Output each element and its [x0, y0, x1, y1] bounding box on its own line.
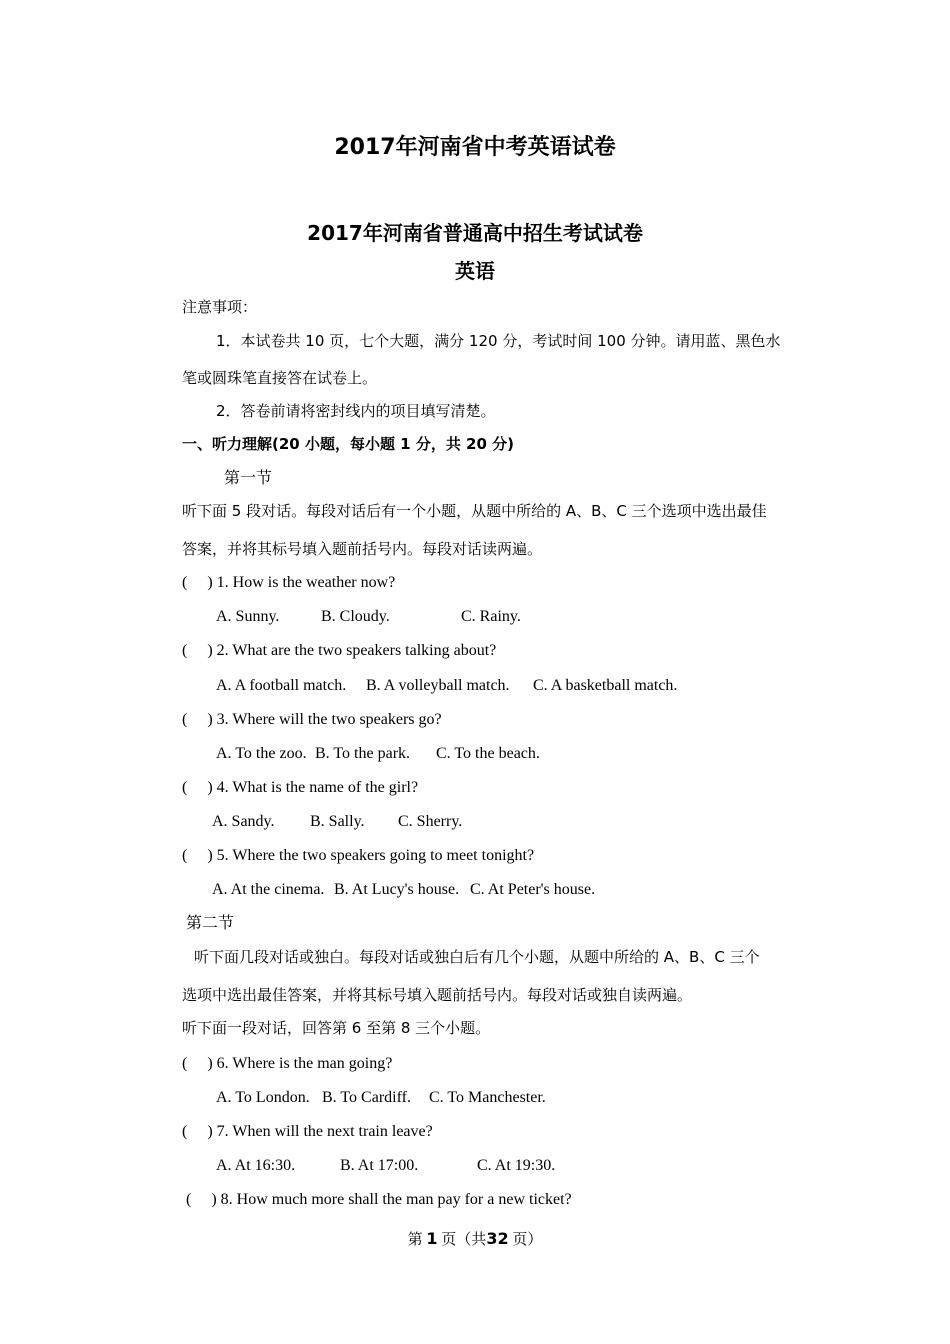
q6-option-a: A. To London. [216, 1089, 310, 1106]
q4-option-a: A. Sandy. [212, 813, 275, 830]
part1-instruction-line2: 答案，并将其标号填入题前括号内。每段对话读两遍。 [182, 540, 543, 558]
exam-title: 2017年河南省普通高中招生考试试卷 [307, 221, 643, 245]
footer-total-pages: 32 [486, 1229, 509, 1248]
section1-heading: 一、听力理解(20 小题，每小题 1 分，共 20 分) [182, 435, 515, 453]
q1-option-b: B. Cloudy. [321, 608, 390, 625]
question-7: ( ) 7. When will the next train leave? [182, 1123, 433, 1140]
question-8: ( ) 8. How much more shall the man pay for a new ticket? [182, 1191, 572, 1208]
q3-option-b: B. To the park. [315, 745, 411, 762]
part2-label: 第二节 [186, 915, 235, 932]
notice-heading: 注意事项： [182, 298, 258, 316]
part2-sub-instruction: 听下面一段对话，回答第 6 至第 8 三个小题。 [182, 1019, 491, 1037]
question-3: ( ) 3. Where will the two speakers go? [182, 711, 442, 728]
footer-suffix: 页） [512, 1232, 543, 1248]
footer-middle: 页（共 [441, 1232, 487, 1248]
doc-title: 2017年河南省中考英语试卷 [334, 135, 616, 160]
part1-instruction-line1: 听下面 5 段对话。每段对话后有一个小题，从题中所给的 A、B、C 三个选项中选出最佳 [182, 502, 767, 520]
footer-page-number: 1 [426, 1229, 438, 1248]
q4-option-b: B. Sally. [310, 813, 365, 830]
question-2: ( ) 2. What are the two speakers talking about? [182, 642, 497, 659]
q4-option-c: C. Sherry. [398, 813, 463, 830]
question-4: ( ) 4. What is the name of the girl? [182, 779, 419, 796]
q1-option-a: A. Sunny. [216, 608, 280, 625]
question-6: ( ) 6. Where is the man going? [182, 1055, 393, 1072]
q2-option-b: B. A volleyball match. [366, 677, 510, 694]
notice-item1-line1: 1．本试卷共 10 页，七个大题，满分 120 分，考试时间 100 分钟。请用蓝、黑色水 [216, 332, 781, 350]
q7-option-a: A. At 16:30. [216, 1157, 296, 1174]
part1-label: 第一节 [224, 470, 273, 487]
q3-option-a: A. To the zoo. [216, 745, 307, 762]
q2-option-c: C. A basketball match. [533, 677, 678, 694]
q7-option-c: C. At 19:30. [477, 1157, 556, 1174]
part2-instruction-line2: 选项中选出最佳答案，并将其标号填入题前括号内。每段对话或独自读两遍。 [182, 986, 693, 1004]
question-1: ( ) 1. How is the weather now? [182, 574, 396, 591]
q1-option-c: C. Rainy. [461, 608, 521, 625]
q6-option-b: B. To Cardiff. [322, 1089, 411, 1106]
question-5: ( ) 5. Where the two speakers going to meet tonight? [182, 847, 535, 864]
q5-option-c: C. At Peter's house. [470, 881, 596, 898]
q3-option-c: C. To the beach. [436, 745, 540, 762]
q5-option-b: B. At Lucy's house. [334, 881, 460, 898]
subject-title: 英语 [455, 259, 495, 283]
part2-instruction-line1: 听下面几段对话或独白。每段对话或独白后有几个小题，从题中所给的 A、B、C 三个 [194, 948, 760, 966]
q6-option-c: C. To Manchester. [429, 1089, 546, 1106]
page-footer [0, 1229, 950, 1250]
q7-option-b: B. At 17:00. [340, 1157, 419, 1174]
q5-option-a: A. At the cinema. [212, 881, 325, 898]
notice-item1-line2: 笔或圆珠笔直接答在试卷上。 [182, 369, 378, 387]
notice-item2: 2．答卷前请将密封线内的项目填写清楚。 [216, 402, 496, 420]
q2-option-a: A. A football match. [216, 677, 347, 694]
footer-prefix: 第 [407, 1232, 423, 1248]
